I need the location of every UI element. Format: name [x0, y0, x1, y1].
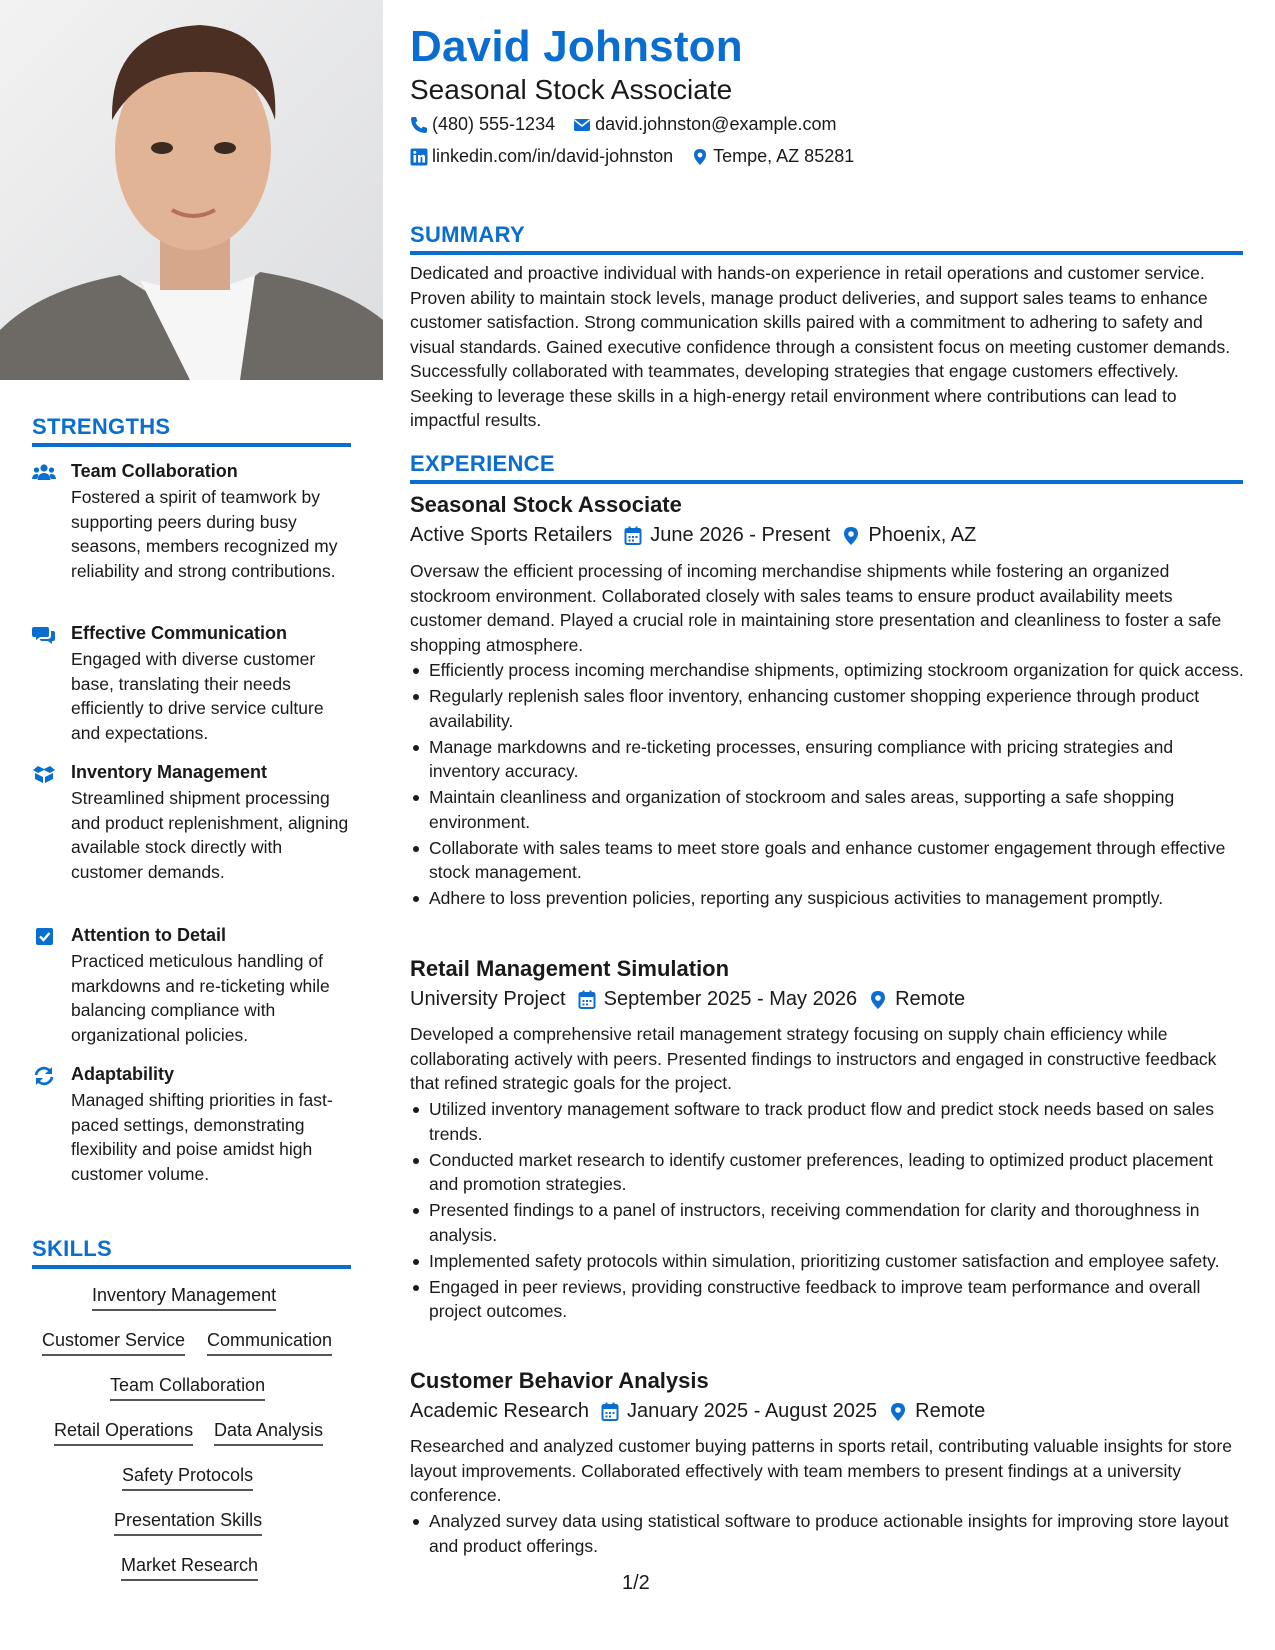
- job-location: Remote: [895, 988, 966, 1010]
- skill-tag: Safety Protocols: [122, 1465, 253, 1491]
- envelope-icon: [573, 116, 591, 134]
- candidate-role: Seasonal Stock Associate: [410, 74, 733, 105]
- calendar-icon: [601, 1402, 619, 1422]
- map-pin-icon: [691, 148, 709, 166]
- linkedin-text: linkedin.com/in/david-johnston: [432, 146, 674, 166]
- map-pin-icon: [889, 1402, 907, 1422]
- phone-icon: [410, 116, 428, 134]
- strengths-rule: [32, 443, 351, 447]
- job-location: Remote: [915, 1400, 986, 1422]
- job-location: Phoenix, AZ: [868, 524, 977, 546]
- job-meta: [410, 524, 976, 547]
- job-dates: June 2026 - Present: [650, 524, 831, 546]
- job-dates: September 2025 - May 2026: [603, 988, 858, 1010]
- job-title: Retail Management Simulation: [410, 956, 730, 981]
- comments-icon: [32, 625, 56, 645]
- strength-desc: Engaged with diverse customer base, translating their needs efficiently to drive service culture and expectations.: [71, 649, 324, 743]
- list-item: Maintain cleanliness and organization of stockroom and sales areas, supporting a safe shopping environment.: [410, 785, 1245, 834]
- job-org: University Project: [410, 988, 566, 1010]
- sidebar: [0, 0, 383, 1650]
- skill-tag: Market Research: [121, 1555, 258, 1581]
- linkedin-contact[interactable]: [410, 146, 673, 167]
- email-contact[interactable]: [573, 114, 836, 135]
- list-item: Implemented safety protocols within simulation, prioritizing customer satisfaction and employee safety.: [410, 1249, 1245, 1274]
- list-item: Conducted market research to identify customer preferences, leading to optimized product placement and promotion strategies.: [410, 1148, 1245, 1197]
- list-item: Adhere to loss prevention policies, reporting any suspicious activities to management promptly.: [410, 886, 1245, 911]
- skill-tag: Communication: [207, 1330, 332, 1356]
- strength-title: Adaptability: [71, 1064, 175, 1084]
- skill-tag: Inventory Management: [92, 1285, 276, 1311]
- skills-rule: [32, 1265, 351, 1269]
- phone-contact: [410, 114, 555, 135]
- job-title: Seasonal Stock Associate: [410, 492, 682, 517]
- summary-title: SUMMARY: [410, 222, 525, 247]
- strength-desc: Streamlined shipment processing and product replenishment, aligning available stock directly with customer demands.: [71, 788, 349, 882]
- email-text: david.johnston@example.com: [595, 114, 837, 134]
- candidate-name: David Johnston: [410, 22, 743, 71]
- job-dates: January 2025 - August 2025: [626, 1400, 878, 1422]
- profile-photo: [0, 0, 383, 380]
- experience-title: EXPERIENCE: [410, 451, 555, 476]
- skill-tag: Customer Service: [42, 1330, 185, 1356]
- experience-rule: [410, 480, 1243, 484]
- list-item: Presented findings to a panel of instructors, receiving commendation for clarity and thoroughness in analysis.: [410, 1198, 1245, 1247]
- strength-title: Inventory Management: [71, 762, 268, 782]
- job-org: Active Sports Retailers: [410, 524, 613, 546]
- map-pin-icon: [869, 990, 887, 1010]
- job-description: Researched and analyzed customer buying patterns in sports retail, contributing valuable insights for store layout improvements. Collaborated effectively with team members to present findings at a university conference.: [410, 1436, 1232, 1505]
- strength-title: Effective Communication: [71, 623, 288, 643]
- page-number: 1/2: [622, 1572, 650, 1594]
- strength-desc: Fostered a spirit of teamwork by supporting peers during busy seasons, members recognized my reliability and strong contributions.: [71, 487, 338, 581]
- list-item: Collaborate with sales teams to meet store goals and enhance customer engagement through effective stock management.: [410, 836, 1245, 885]
- linkedin-icon: [410, 148, 428, 166]
- location-contact: [691, 146, 854, 167]
- strength-title: Attention to Detail: [71, 925, 226, 945]
- skill-tag: Team Collaboration: [110, 1375, 265, 1401]
- job-description: Developed a comprehensive retail management strategy focusing on supply chain efficiency while collaborating actively with peers. Presented findings to instructors and engaged in constructive feedback that refined strategic goals for the project.: [410, 1024, 1217, 1093]
- summary-text: Dedicated and proactive individual with hands-on experience in retail operations and customer service. Proven ability to maintain stock levels, manage product deliveries, and support sales teams to enhance customer satisfaction. Strong communication skills paired with a commitment to adhering to safety and visual standards. Gained executive confidence through a consistent focus on meeting customer demands. Successfully collaborated with teammates, developing strategies that engage customers effectively. Seeking to leverage these skills in a high-energy retail environment where contributions can lead to impactful results.: [410, 263, 1231, 430]
- job-bullets: [410, 658, 1245, 912]
- job-org: Academic Research: [410, 1400, 589, 1422]
- strength-title: Team Collaboration: [71, 461, 238, 481]
- contact-row: [410, 114, 855, 135]
- strengths-title: STRENGTHS: [32, 414, 171, 439]
- job-title: Customer Behavior Analysis: [410, 1368, 709, 1393]
- list-item: Engaged in peer reviews, providing constructive feedback to improve team performance and overall project outcomes.: [410, 1275, 1245, 1324]
- skill-tag: Data Analysis: [214, 1420, 323, 1446]
- boxes-icon: [32, 764, 56, 784]
- contact-row: [410, 146, 872, 167]
- list-item: Efficiently process incoming merchandise shipments, optimizing stockroom organization for quick access.: [410, 658, 1245, 683]
- summary-rule: [410, 251, 1243, 255]
- check-square-icon: [32, 927, 56, 947]
- job-meta: [410, 1400, 985, 1423]
- location-text: Tempe, AZ 85281: [713, 146, 855, 166]
- calendar-icon: [624, 526, 642, 546]
- calendar-icon: [578, 990, 596, 1010]
- job-meta: [410, 988, 965, 1011]
- skill-tag: Retail Operations: [54, 1420, 193, 1446]
- phone-text: (480) 555-1234: [432, 114, 556, 134]
- list-item: Regularly replenish sales floor inventory, enhancing customer shopping experience through product availability.: [410, 684, 1245, 733]
- list-item: Manage markdowns and re-ticketing processes, ensuring compliance with pricing strategies and inventory accuracy.: [410, 735, 1245, 784]
- job-bullets: [410, 1097, 1245, 1325]
- job-bullets: [410, 1509, 1245, 1560]
- skill-tag: Presentation Skills: [114, 1510, 262, 1536]
- strength-desc: Managed shifting priorities in fast-paced settings, demonstrating flexibility and poise amidst high customer volume.: [71, 1090, 333, 1184]
- strength-desc: Practiced meticulous handling of markdowns and re-ticketing while balancing compliance with organizational policies.: [71, 951, 330, 1045]
- sync-icon: [32, 1066, 56, 1086]
- users-icon: [32, 463, 56, 483]
- list-item: Utilized inventory management software to track product flow and predict stock needs based on sales trends.: [410, 1097, 1245, 1146]
- job-description: Oversaw the efficient processing of incoming merchandise shipments while fostering an organized stockroom environment. Collaborated closely with sales teams to ensure product availability meets customer demand. Played a crucial role in maintaining store presentation and cleanliness to foster a safe shopping atmosphere.: [410, 561, 1222, 655]
- map-pin-icon: [842, 526, 860, 546]
- list-item: Analyzed survey data using statistical software to produce actionable insights for improving store layout and product offerings.: [410, 1509, 1245, 1558]
- skills-title: SKILLS: [32, 1236, 113, 1261]
